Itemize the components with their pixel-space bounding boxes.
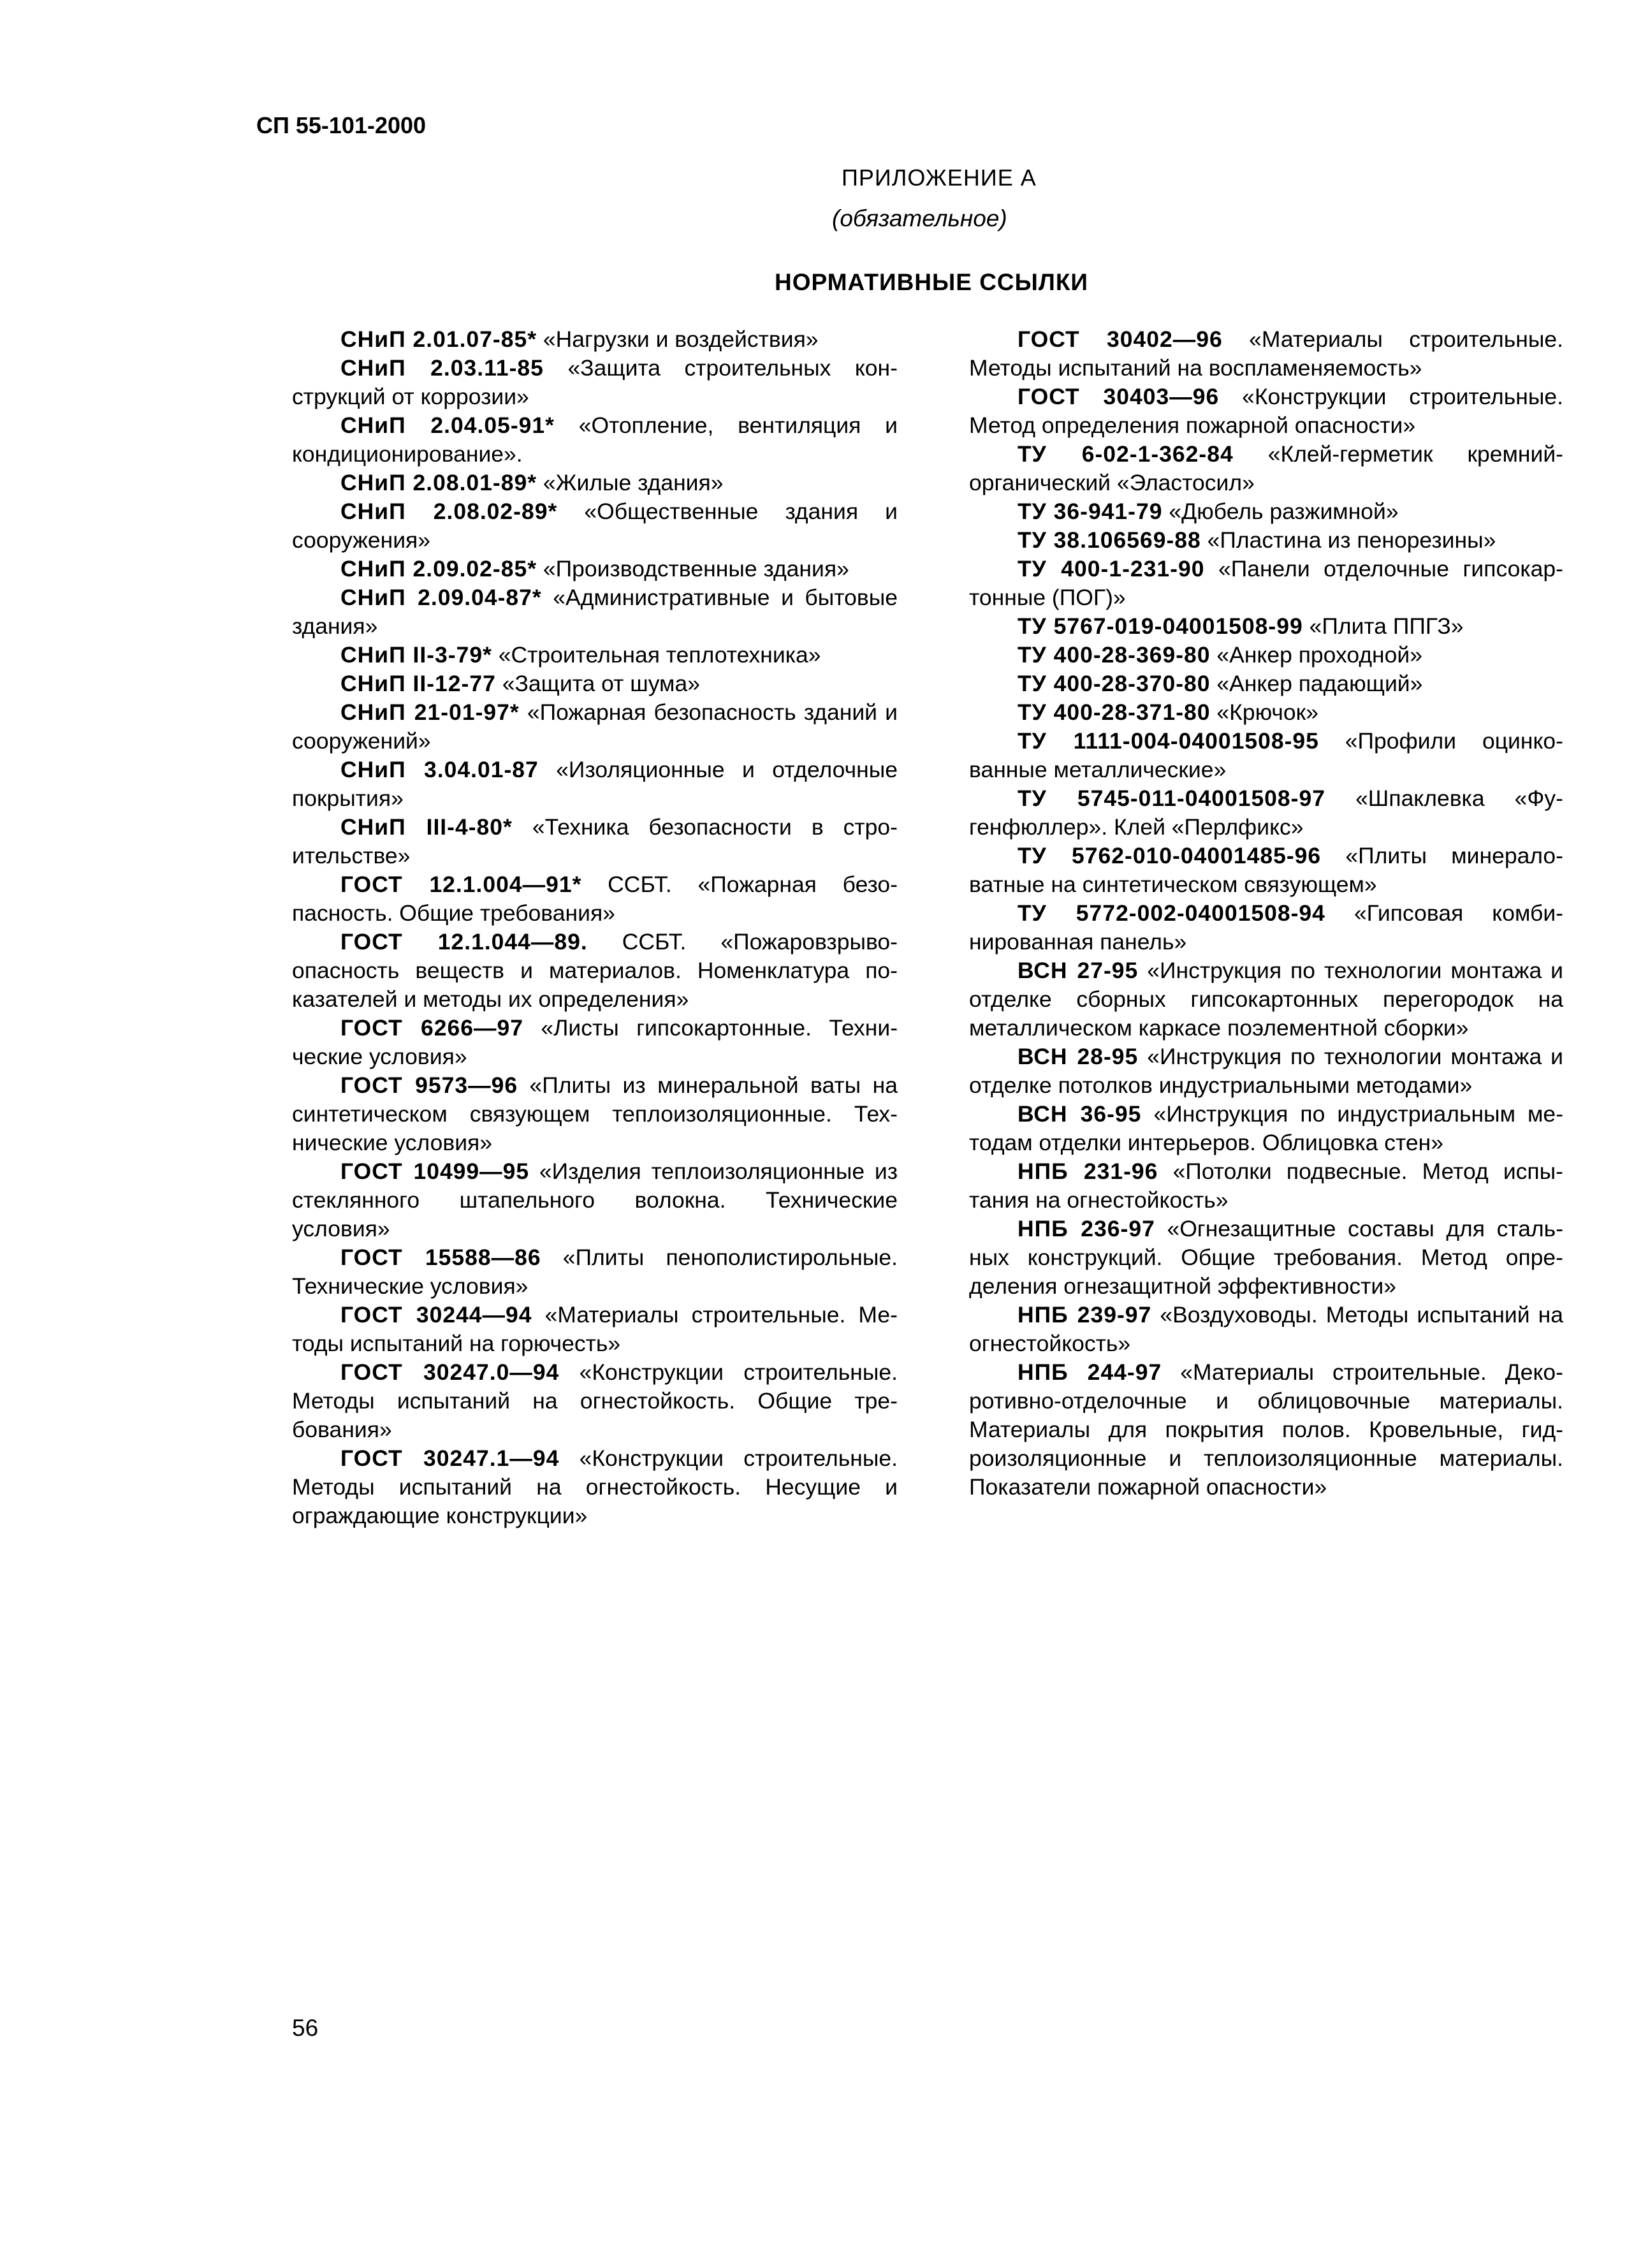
reference-entry	[969, 526, 1563, 555]
reference-entry	[292, 497, 898, 555]
reference-code: ГОСТ 6266—97	[340, 1015, 524, 1041]
reference-entry	[969, 612, 1563, 641]
reference-title: «Инструкция по индустриальным методам отделки интерьеров. Облицовка стен»	[969, 1101, 1564, 1155]
reference-title: «Защита строительных конструкций от коррозии»	[292, 355, 898, 409]
reference-title: «Анкер проходной»	[1216, 642, 1422, 668]
document-code: СП 55-101-2000	[256, 112, 427, 138]
reference-entry	[292, 1301, 898, 1358]
reference-entry	[969, 555, 1563, 612]
reference-code: ТУ 36-941-79	[1018, 499, 1163, 524]
reference-entry	[292, 698, 898, 756]
reference-entry	[292, 756, 898, 813]
reference-code: СНиП 2.09.02-85*	[340, 556, 537, 582]
reference-entry	[969, 956, 1563, 1043]
reference-entry	[969, 784, 1563, 842]
reference-code: ТУ 400-28-369-80	[1018, 642, 1211, 668]
reference-code: ТУ 5772-002-04001508-94	[1018, 900, 1325, 926]
reference-code: СНиП III-4-80*	[340, 814, 513, 840]
reference-title: «Листы гипсокартонные. Технические условия»	[292, 1015, 898, 1069]
reference-title: «Административные и бытовые здания»	[292, 585, 898, 639]
reference-entry	[292, 1071, 898, 1157]
reference-title: «Шпаклевка «Фугенфюллер». Клей «Перлфикс»	[969, 786, 1563, 840]
reference-title: «Инструкция по технологии монтажа и отделке потолков индустриальными методами»	[969, 1044, 1564, 1098]
reference-entry	[969, 899, 1563, 956]
reference-title: «Плиты минераловатные на синтетическом связующем»	[969, 843, 1563, 897]
reference-code: ТУ 6-02-1-362-84	[1018, 441, 1234, 467]
reference-entry	[292, 1358, 898, 1444]
reference-title: «Пожарная безопасность зданий и сооружений»	[292, 699, 898, 754]
reference-title: «Анкер падающий»	[1216, 671, 1423, 696]
reference-title: «Дюбель разжимной»	[1169, 499, 1399, 524]
reference-code: СНиП 3.04.01-87	[340, 757, 539, 782]
reference-title: «Плиты из минеральной ваты на синтетическом связующем теплоизоляционные. Технические условия»	[292, 1072, 898, 1155]
reference-code: ТУ 400-1-231-90	[1018, 556, 1205, 582]
reference-code: ВСН 27-95	[1018, 958, 1139, 983]
reference-title: «Защита от шума»	[502, 671, 700, 696]
reference-entry	[969, 1043, 1563, 1100]
reference-code: ГОСТ 15588—86	[340, 1245, 541, 1270]
reference-code: СНиП 2.08.02-89*	[340, 499, 558, 524]
appendix-status: (обязательное)	[832, 205, 1007, 231]
reference-entry	[292, 1157, 898, 1243]
references-left-column	[292, 325, 898, 1530]
references-right-column	[969, 325, 1563, 1502]
reference-entry	[292, 1014, 898, 1071]
reference-title: «Воздуховоды. Методы испытаний на огнестойкость»	[969, 1302, 1563, 1356]
reference-entry	[292, 325, 898, 354]
reference-entry	[969, 383, 1563, 440]
reference-title: «Конструкции строительные. Методы испытаний на огнестойкость. Общие требования»	[292, 1359, 898, 1442]
reference-code: СНиП 2.08.01-89*	[340, 470, 537, 495]
reference-title: «Пластина из пенорезины»	[1207, 527, 1496, 553]
reference-entry	[969, 325, 1563, 383]
reference-code: ГОСТ 30247.0—94	[340, 1359, 560, 1385]
reference-code: СНиП 2.03.11-85	[340, 355, 544, 381]
reference-code: ТУ 5762-010-04001485-96	[1018, 843, 1322, 868]
reference-entry	[969, 440, 1563, 497]
reference-title: «Техника безопасности в строительстве»	[292, 814, 898, 868]
reference-title: ССБТ. «Пожарная безопасность. Общие требования»	[292, 872, 898, 926]
reference-code: СНиП II-3-79*	[340, 642, 492, 668]
reference-code: ГОСТ 30403—96	[1018, 384, 1220, 409]
reference-title: «Материалы строительные. Методы испытаний на воспламеняемость»	[969, 326, 1563, 381]
reference-code: ТУ 400-28-371-80	[1018, 699, 1211, 725]
reference-code: ГОСТ 30402—96	[1018, 326, 1223, 352]
reference-entry	[292, 669, 898, 698]
reference-title: «Строительная теплотехника»	[498, 642, 821, 668]
reference-code: СНиП 21-01-97*	[340, 699, 520, 725]
reference-entry	[969, 698, 1563, 727]
reference-code: ВСН 36-95	[1018, 1101, 1142, 1127]
reference-code: ГОСТ 9573—96	[340, 1072, 518, 1098]
reference-title: «Производственные здания»	[543, 556, 849, 582]
reference-title: «Материалы строительные. Методы испытаний на горючесть»	[292, 1302, 898, 1356]
reference-code: ГОСТ 12.1.044—89.	[340, 929, 588, 955]
reference-code: ГОСТ 30244—94	[340, 1302, 532, 1328]
reference-code: ТУ 5767-019-04001508-99	[1018, 613, 1303, 639]
reference-code: ТУ 5745-011-04001508-97	[1018, 786, 1325, 811]
reference-title: «Жилые здания»	[543, 470, 724, 495]
reference-entry	[292, 641, 898, 669]
reference-code: НПБ 236-97	[1018, 1216, 1155, 1241]
reference-title: «Профили оцинкованные металлические»	[969, 728, 1563, 782]
reference-code: ВСН 28-95	[1018, 1044, 1139, 1069]
reference-title: «Конструкции строительные. Метод определения пожарной опасности»	[969, 384, 1563, 438]
reference-title: «Инструкция по технологии монтажа и отделке сборных гипсокартонных перегородок на металлическом каркасе поэлементной сборки»	[969, 958, 1564, 1041]
reference-title: «Плита ППГЗ»	[1309, 613, 1464, 639]
reference-title: ССБТ. «Пожаровзрывоопасность веществ и материалов. Номенклатура показателей и методы их определения»	[292, 929, 898, 1012]
reference-entry	[969, 1215, 1563, 1301]
reference-code: СНиП 2.01.07-85*	[340, 326, 537, 352]
reference-code: СНиП 2.09.04-87*	[340, 585, 542, 610]
reference-entry	[969, 1157, 1563, 1215]
reference-title: «Общественные здания и сооружения»	[292, 499, 898, 553]
reference-title: «Панели отделочные гипсокартонные (ПОГ)»	[969, 556, 1563, 610]
reference-entry	[292, 411, 898, 469]
reference-title: «Конструкции строительные. Методы испытаний на огнестойкость. Несущие и ограждающие конструкции»	[292, 1445, 898, 1528]
reference-code: НПБ 231-96	[1018, 1159, 1158, 1184]
reference-title: «Нагрузки и воздействия»	[543, 326, 819, 352]
reference-entry	[292, 354, 898, 411]
reference-code: НПБ 239-97	[1018, 1302, 1152, 1328]
reference-entry	[969, 842, 1563, 899]
reference-entry	[292, 870, 898, 928]
reference-entry	[292, 583, 898, 641]
reference-code: ТУ 1111-004-04001508-95	[1018, 728, 1319, 754]
reference-entry	[292, 1444, 898, 1530]
reference-entry	[969, 641, 1563, 669]
reference-entry	[292, 469, 898, 497]
reference-code: СНиП II-12-77	[340, 671, 496, 696]
reference-title: «Гипсовая комбинированная панель»	[969, 900, 1563, 955]
reference-code: ТУ 38.106569-88	[1018, 527, 1201, 553]
reference-title: «Потолки подвесные. Метод испытания на огнестойкость»	[969, 1159, 1563, 1213]
reference-title: «Плиты пенополистирольные. Технические условия»	[292, 1245, 898, 1299]
reference-entry	[969, 497, 1563, 526]
page-number: 56	[292, 2015, 319, 2041]
reference-title: «Изоляционные и отделочные покрытия»	[292, 757, 898, 811]
reference-entry	[969, 727, 1563, 784]
reference-entry	[969, 669, 1563, 698]
reference-entry	[292, 555, 898, 583]
reference-code: НПБ 244-97	[1018, 1359, 1162, 1385]
reference-title: «Изделия теплоизоляционные из стеклянного штапельного волокна. Технические условия»	[292, 1159, 898, 1241]
reference-entry	[292, 928, 898, 1014]
reference-entry	[969, 1301, 1563, 1358]
reference-title: «Отопление, вентиляция и кондиционирование».	[292, 413, 898, 467]
reference-title: «Огнезащитные составы для стальных конструкций. Общие требования. Метод определения огнезащитной эффективности»	[969, 1216, 1564, 1299]
reference-title: «Клей-герметик кремнийорганический «Эластосил»	[969, 441, 1563, 495]
reference-entry	[292, 813, 898, 870]
reference-title: «Крючок»	[1216, 699, 1318, 725]
reference-code: ГОСТ 12.1.004—91*	[340, 872, 582, 897]
reference-entry	[969, 1100, 1563, 1157]
reference-entry	[292, 1243, 898, 1301]
reference-title: «Материалы строительные. Декоротивно-отделочные и облицовочные материалы. Материалы для покрытия полов. Кровельные, гидроизоляционные и теплоизоляционные материалы. Показатели пожарной опасности»	[969, 1359, 1563, 1500]
reference-code: ГОСТ 30247.1—94	[340, 1445, 560, 1471]
section-title: НОРМАТИВНЫЕ ССЫЛКИ	[775, 269, 1089, 295]
appendix-title: ПРИЛОЖЕНИЕ А	[842, 165, 1037, 191]
reference-code: ТУ 400-28-370-80	[1018, 671, 1211, 696]
reference-entry	[969, 1358, 1563, 1502]
reference-code: ГОСТ 10499—95	[340, 1159, 530, 1184]
reference-code: СНиП 2.04.05-91*	[340, 413, 555, 438]
